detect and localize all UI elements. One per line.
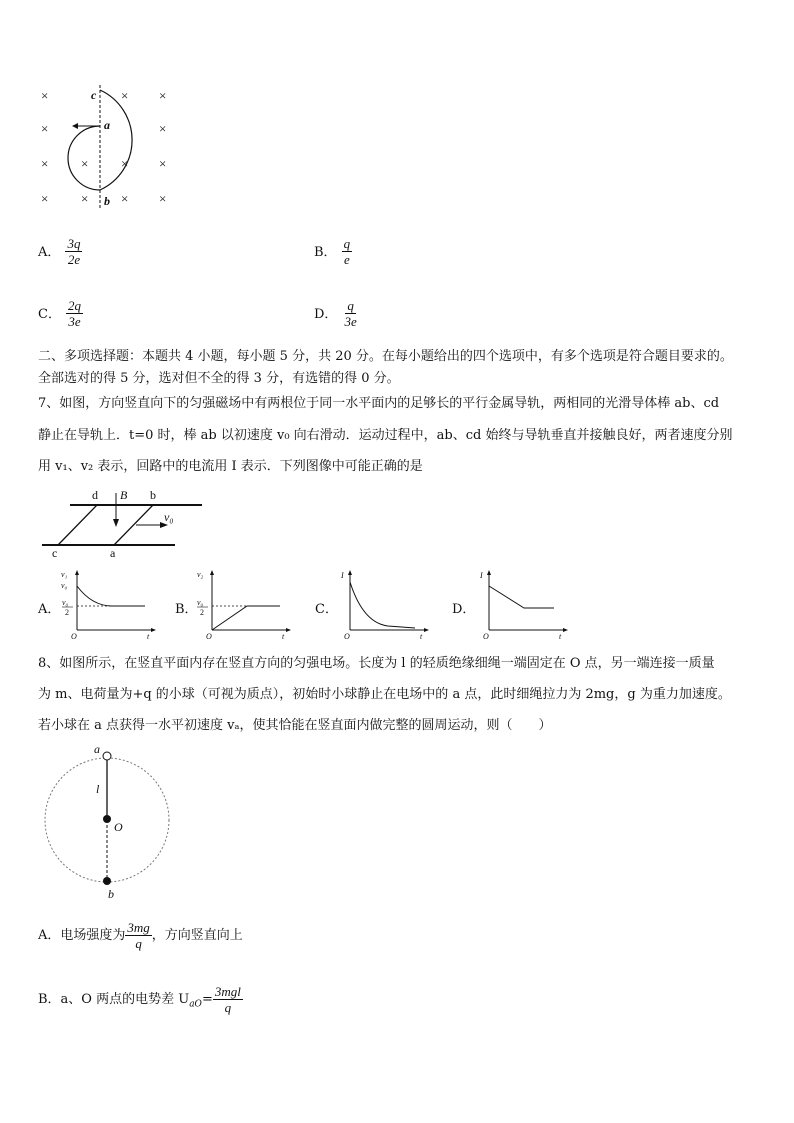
- cross-mark: ×: [159, 191, 167, 206]
- section2-line1: 二、多项选择题：本题共 4 小题，每小题 5 分，共 20 分。在每小题给出的四个选项中，有多个选项是符合题目要求的。: [38, 349, 733, 364]
- rod-cd: [58, 505, 97, 545]
- label-origin: O: [483, 632, 489, 640]
- cross-mark: ×: [41, 121, 49, 136]
- x-axis-arrow: [563, 628, 568, 632]
- option-letter: D．: [314, 307, 338, 322]
- option-fraction: $\frac{q}{e}$: [343, 236, 351, 267]
- q8-option-b[interactable]: [38, 984, 243, 1015]
- option-letter: C．: [38, 307, 61, 322]
- cross-mark: ×: [159, 121, 167, 136]
- q7-option-b-letter[interactable]: B．: [175, 602, 198, 617]
- cross-mark: ×: [81, 191, 89, 206]
- label-b: b: [150, 488, 156, 502]
- circle-figure: [36, 740, 186, 900]
- label-a: a: [110, 546, 116, 560]
- cross-mark: ×: [81, 156, 89, 171]
- x-axis-arrow: [151, 628, 156, 632]
- label-b: b: [104, 194, 110, 208]
- q7-option-a-letter[interactable]: A．: [38, 602, 61, 617]
- option-fraction: $\frac{\text{3mgl}}{q}$: [214, 984, 241, 1015]
- option-fraction: $\frac{q}{3e}$: [344, 298, 357, 329]
- q6-option-b[interactable]: [314, 236, 352, 267]
- label-t: t: [420, 632, 423, 640]
- subscript: aO: [189, 999, 202, 1010]
- point-b: [103, 877, 111, 885]
- center-o: [103, 815, 111, 823]
- y-axis-arrow: [210, 570, 214, 575]
- option-text: B．a、O 两点的电势差 U: [38, 992, 190, 1007]
- label-v0-den: 2: [200, 608, 204, 617]
- label-l: l: [96, 782, 100, 796]
- q7-option-d-letter[interactable]: D．: [452, 602, 476, 617]
- magnetic-field-figure: [30, 80, 190, 215]
- x-axis-arrow: [286, 628, 291, 632]
- q6-option-c[interactable]: [38, 298, 83, 329]
- q6-option-d[interactable]: [314, 298, 359, 329]
- current-curve: [350, 582, 415, 628]
- label-O: O: [114, 820, 123, 834]
- q7-line2: 静止在导轨上．t=0 时，棒 ab 以初速度 v₀ 向右滑动．运动过程中，ab、cd 始终与导轨垂直并接触良好，两者速度分别: [38, 428, 733, 443]
- label-t: t: [282, 632, 285, 640]
- cross-mark: ×: [121, 191, 129, 206]
- option-fraction: $\frac{3q}{2e}$: [67, 236, 81, 267]
- label-v0-num: v₀: [62, 598, 69, 607]
- x-axis-arrow: [424, 628, 429, 632]
- cross-mark: ×: [41, 88, 49, 103]
- y-axis-arrow: [487, 570, 491, 575]
- option-letter: B．: [314, 245, 337, 260]
- rails-figure: [40, 485, 210, 560]
- arrow-head: [113, 519, 119, 527]
- label-v0-num: v₀: [197, 598, 204, 607]
- label-v0: v₀: [61, 581, 68, 590]
- q7-option-c-letter[interactable]: C．: [315, 602, 338, 617]
- y-axis-arrow: [348, 570, 352, 575]
- label-origin: O: [206, 632, 212, 640]
- label-c: c: [52, 546, 58, 560]
- option-letter: A．: [38, 245, 61, 260]
- q8-option-a[interactable]: [38, 920, 243, 951]
- option-text: ，方向竖直向上: [151, 928, 243, 943]
- cross-mark: ×: [121, 156, 129, 171]
- cross-mark: ×: [159, 156, 167, 171]
- cross-mark: ×: [41, 156, 49, 171]
- label-a: a: [104, 118, 110, 132]
- option-fraction: $\frac{3mg}{q}$: [127, 920, 150, 951]
- cross-mark: ×: [159, 88, 167, 103]
- label-origin: O: [344, 632, 350, 640]
- arrow-head: [72, 123, 78, 129]
- q7-graph-b[interactable]: [195, 568, 295, 640]
- label-a: a: [94, 742, 100, 756]
- q7-graph-a[interactable]: [60, 568, 160, 640]
- label-v0: v₀: [164, 510, 174, 524]
- label-t: t: [147, 632, 150, 640]
- cross-mark: ×: [121, 88, 129, 103]
- q8-line1: 8、如图所示，在竖直平面内存在竖直方向的匀强电场。长度为 l 的轻质绝缘细绳一端固定在 O 点，另一端连接一质量: [38, 656, 715, 671]
- q7-graph-c[interactable]: [333, 568, 433, 640]
- label-v1: v₁: [61, 570, 68, 579]
- q8-line3: 若小球在 a 点获得一水平初速度 vₐ，使其恰能在竖直面内做完整的圆周运动，则（ ）: [38, 718, 552, 733]
- label-b: b: [108, 887, 114, 900]
- q8-line2: 为 m、电荷量为+q 的小球（可视为质点），初始时小球静止在电场中的 a 点，此时细绳拉力为 2mg，g 为重力加速度。: [38, 687, 731, 702]
- option-text: A．电场强度为: [38, 928, 126, 943]
- q7-line3: 用 v₁、v₂ 表示，回路中的电流用 I 表示．下列图像中可能正确的是: [38, 459, 423, 474]
- label-d: d: [92, 488, 98, 502]
- v1-curve: [77, 586, 145, 606]
- label-I: I: [480, 571, 483, 580]
- equals: =: [201, 992, 213, 1007]
- q7-line1: 7、如图，方向竖直向下的匀强磁场中有两根位于同一水平面内的足够长的平行金属导轨，两相同的光滑导体棒 ab、cd: [38, 396, 720, 411]
- label-B: B: [120, 488, 128, 502]
- label-t: t: [559, 632, 562, 640]
- cross-mark: ×: [41, 191, 49, 206]
- label-origin: O: [71, 632, 77, 640]
- label-I: I: [341, 571, 344, 580]
- q6-option-a[interactable]: [38, 236, 82, 267]
- q7-graph-d[interactable]: [472, 568, 572, 640]
- label-c: c: [91, 88, 97, 102]
- label-v2: v₂: [197, 570, 204, 579]
- y-axis-arrow: [75, 570, 79, 575]
- option-fraction: $\frac{2q}{3e}$: [68, 298, 82, 329]
- v2-curve: [212, 606, 280, 630]
- ball-a: [103, 752, 111, 760]
- current-line: [489, 586, 554, 608]
- section2-line2: 全部选对的得 5 分，选对但不全的得 3 分，有选错的得 0 分。: [38, 371, 400, 386]
- label-v0-den: 2: [65, 608, 69, 617]
